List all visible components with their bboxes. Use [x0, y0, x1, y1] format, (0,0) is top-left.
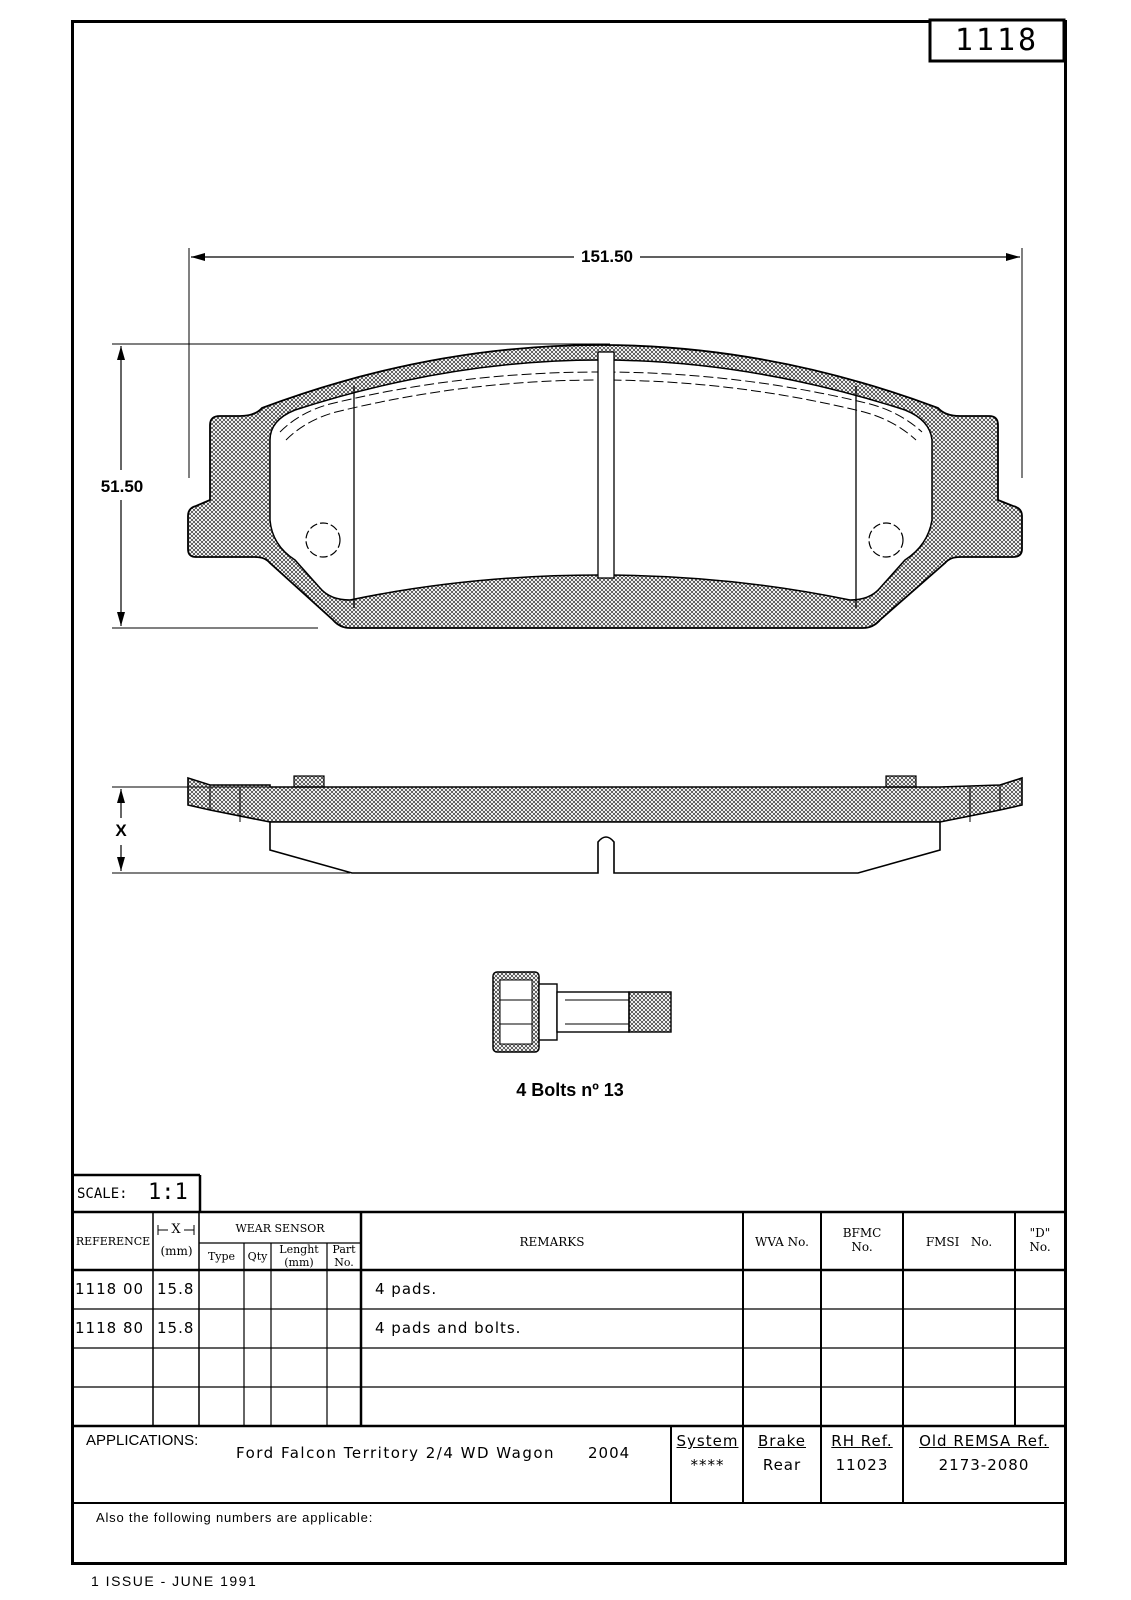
center-slot: [598, 352, 614, 578]
row-2-remarks: 4 pads and bolts.: [375, 1319, 522, 1338]
row-1-remarks: 4 pads.: [375, 1280, 438, 1299]
scale-label: SCALE:: [77, 1185, 128, 1202]
header-fmsi: FMSI No.: [925, 1234, 993, 1249]
bolt-drawing: [493, 972, 671, 1052]
header-bfmc-no: No.: [851, 1240, 873, 1255]
system-label: System: [676, 1432, 739, 1451]
also-applicable-note: Also the following numbers are applicable:: [96, 1510, 374, 1526]
header-d: "D": [1029, 1226, 1051, 1241]
header-remarks: REMARKS: [519, 1234, 585, 1249]
row-1-x: 15.8: [157, 1280, 195, 1299]
header-part-no: No.: [334, 1256, 354, 1270]
row-1-reference: 1118 00: [75, 1280, 145, 1299]
applications-label: APPLICATIONS:: [86, 1432, 199, 1450]
header-type: Type: [207, 1249, 236, 1263]
applications-vehicle: Ford Falcon Territory 2/4 WD Wagon: [236, 1444, 556, 1463]
brake-label: Brake: [757, 1432, 807, 1451]
header-reference: REFERENCE: [75, 1235, 151, 1249]
old-remsa-label: Old REMSA Ref.: [919, 1432, 1049, 1451]
system-value: ****: [690, 1456, 725, 1475]
left-pin-hole: [306, 523, 340, 557]
drawing-number: 1118: [954, 23, 1040, 59]
row-2-reference: 1118 80: [75, 1319, 145, 1338]
header-x-symbol: X: [171, 1222, 181, 1238]
rh-ref-label: RH Ref.: [831, 1432, 893, 1451]
friction-material-side-view: [270, 822, 940, 873]
header-part: Part: [332, 1243, 356, 1257]
header-wva: WVA No.: [755, 1234, 809, 1249]
scale-value: 1:1: [148, 1180, 188, 1206]
row-2-x: 15.8: [157, 1319, 195, 1338]
width-dimension-label: 151.50: [575, 246, 639, 268]
header-length-unit: (mm): [284, 1256, 314, 1270]
right-pin-hole: [869, 523, 903, 557]
thickness-dimension-label: X: [110, 820, 132, 842]
old-remsa-value: 2173-2080: [938, 1456, 1030, 1475]
header-x-unit: (mm): [160, 1243, 193, 1258]
applications-year: 2004: [588, 1444, 631, 1463]
header-wear-sensor: WEAR SENSOR: [235, 1221, 325, 1235]
header-qty: Qty: [247, 1249, 268, 1263]
rh-ref-value: 11023: [835, 1456, 889, 1475]
header-d-no: No.: [1029, 1240, 1051, 1255]
height-dimension-label: 51.50: [94, 476, 150, 498]
bolts-label: 4 Bolts nº 13: [516, 1079, 624, 1100]
brake-value: Rear: [762, 1456, 802, 1475]
header-bfmc: BFMC: [842, 1226, 882, 1241]
header-length: Lenght: [279, 1243, 319, 1257]
issue-note: 1 ISSUE - JUNE 1991: [91, 1572, 258, 1589]
